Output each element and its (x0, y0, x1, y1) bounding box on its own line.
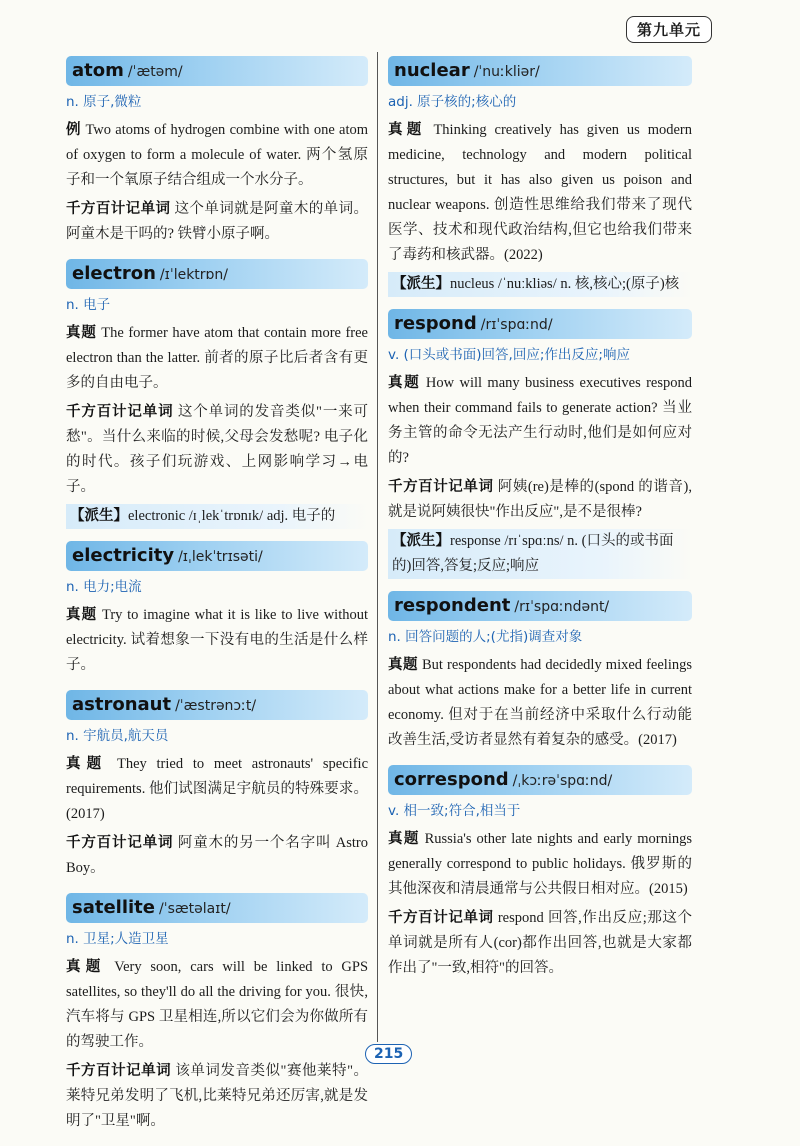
example-text: The former have atom that contain more free electron than the latter. 前者的原子比后者含有更多的自由电子。 (66, 325, 368, 391)
left-column (66, 56, 368, 1146)
entry-electricity (66, 541, 368, 678)
derive-label: 【派生】 (392, 533, 450, 549)
example-text: Russia's other late nights and early mornings generally correspond to public holidays. 俄罗斯的其他深夜和清晨通常与公共假日相对应。(2015) (388, 831, 693, 897)
example (388, 653, 692, 753)
derive-text: electronic /ɪˌlekˈtrɒnɪk/ adj. 电子的 (128, 508, 336, 524)
memo-label: 千方百计记单词 (388, 479, 494, 495)
memo-text: 这个单词的发音类似"一来可愁"。当什么来临的时候,父母会发愁呢? 电子化的时代。孩子们玩游戏、上网影响学习→电子。 (66, 404, 369, 495)
example-label: 真题 (388, 831, 420, 847)
derivation (66, 504, 368, 529)
word-header (388, 765, 692, 795)
memo (66, 1059, 368, 1134)
example (388, 118, 692, 268)
phonetic: /ˌkɔːrəˈspɑːnd/ (512, 773, 613, 789)
entry-respondent (388, 591, 692, 753)
example-text: Two atoms of hydrogen combine with one atom of oxygen to form a molecule of water. 两个氢原子和一个氧原子结合组成一个水分子。 (66, 122, 369, 188)
entry-electron (66, 259, 368, 529)
memo (388, 906, 692, 981)
headword: respondent (394, 595, 511, 616)
memo (388, 475, 692, 525)
example-label: 真题 (388, 375, 421, 391)
entry-nuclear (388, 56, 692, 297)
example-text: They tried to meet astronauts' specific requirements. 他们试图满足宇航员的特殊要求。(2017) (66, 756, 368, 822)
headword: respond (394, 313, 477, 334)
entry-atom (66, 56, 368, 247)
memo-label: 千方百计记单词 (66, 201, 171, 217)
headword: nuclear (394, 60, 470, 81)
memo (66, 400, 368, 500)
memo (66, 831, 368, 881)
derive-text: nucleus /ˈnuːkliəs/ n. 核,核心;(原子)核 (450, 276, 680, 292)
headword: correspond (394, 769, 509, 790)
example-label: 真题 (388, 657, 418, 673)
memo-text: 阿童木的另一个名字叫 Astro Boy。 (66, 835, 368, 876)
phonetic: /rɪˈspɑːndənt/ (514, 599, 610, 615)
unit-tab: 第九单元 (626, 16, 712, 43)
definition: n. 宇航员,航天员 (66, 728, 169, 744)
definition: n. 原子,微粒 (66, 94, 142, 110)
definition: v. (口头或书面)回答,回应;作出反应;响应 (388, 347, 630, 363)
phonetic: /ɪˌlekˈtrɪsəti/ (178, 549, 263, 565)
entry-satellite (66, 893, 368, 1134)
example (66, 955, 368, 1055)
memo-label: 千方百计记单词 (66, 835, 174, 851)
example-label: 真题 (388, 122, 426, 138)
derive-text: response /rɪˈspɑːns/ n. (口头的或书面的)回答,答复;反应;响应 (392, 533, 674, 574)
example-label: 真题 (66, 325, 97, 341)
headword: electricity (72, 545, 175, 566)
word-header (388, 56, 692, 86)
derivation (388, 529, 692, 579)
memo (66, 197, 368, 247)
definition: v. 相一致;符合,相当于 (388, 803, 521, 819)
derivation (388, 272, 692, 297)
definition: n. 回答问题的人;(尤指)调查对象 (388, 629, 583, 645)
entry-respond (388, 309, 692, 579)
example-text: Thinking creatively has given us modern medicine, technology and modern political structures, but it has also given us poison and nuclear weapons. 创造性思维给我们带来了现代医学、技术和现代政治结构,但它也给我们带来了毒药和核武器。(2022) (388, 122, 692, 263)
definition: n. 电子 (66, 297, 111, 313)
memo-label: 千方百计记单词 (388, 910, 494, 926)
example-label: 例 (66, 122, 82, 138)
word-header (388, 591, 692, 621)
headword: astronaut (72, 694, 172, 715)
definition: adj. 原子核的;核心的 (388, 94, 517, 110)
example (66, 321, 368, 396)
phonetic: /rɪˈspɑːnd/ (480, 317, 553, 333)
word-header (66, 893, 368, 923)
example (388, 371, 692, 471)
memo-label: 千方百计记单词 (66, 404, 174, 420)
headword: atom (72, 60, 124, 81)
memo-label: 千方百计记单词 (66, 1063, 172, 1079)
memo-text: 阿姨(re)是棒的(spond 的谐音),就是说阿姨很快"作出反应",是不是很棒? (388, 479, 692, 520)
example-text: How will many business executives respond when their command fails to generate action? 当业务主管的命令无法产生行动时,他们是如何应对的? (388, 375, 693, 466)
right-column (388, 56, 692, 993)
example (66, 118, 368, 193)
example-text: Very soon, cars will be linked to GPS satellites, so they'll do all the driving for you. 很快,汽车将与 GPS 卫星相连,所以它们会为你做所有的驾驶工作。 (66, 959, 369, 1050)
example (388, 827, 692, 902)
definition: n. 卫星;人造卫星 (66, 931, 169, 947)
example-text: Try to imagine what it is like to live without electricity. 试着想象一下没有电的生活是什么样子。 (66, 607, 369, 673)
word-header (66, 259, 368, 289)
entry-correspond (388, 765, 692, 981)
example-label: 真题 (66, 756, 108, 772)
phonetic: /ˈæstrənɔːt/ (175, 698, 257, 714)
example (66, 603, 368, 678)
phonetic: /ˈætəm/ (127, 64, 183, 80)
headword: satellite (72, 897, 155, 918)
word-header (388, 309, 692, 339)
phonetic: /ɪˈlektrɒn/ (159, 267, 229, 283)
derive-label: 【派生】 (70, 508, 128, 524)
page-number: 215 (365, 1044, 412, 1064)
word-header (66, 690, 368, 720)
column-divider (377, 52, 378, 1042)
memo-text: 该单词发音类似"赛他莱特"。莱特兄弟发明了飞机,比莱特兄弟还厉害,就是发明了"卫星"啊。 (66, 1063, 369, 1129)
example (66, 752, 368, 827)
example-label: 真题 (66, 607, 98, 623)
memo-text: respond 回答,作出反应;那这个单词就是所有人(cor)都作出回答,也就是大家都作出了"一致,相符"的回答。 (388, 910, 693, 976)
entry-astronaut (66, 690, 368, 881)
definition: n. 电力;电流 (66, 579, 142, 595)
example-text: But respondents had decidedly mixed feelings about what actions make for a better life in current economy. 但对于在当前经济中采取什么行动能改善生活,受访者显然有着复杂的感受。(2017) (388, 657, 693, 748)
derive-label: 【派生】 (392, 276, 450, 292)
phonetic: /ˈnuːkliər/ (473, 64, 540, 80)
example-label: 真题 (66, 959, 106, 975)
phonetic: /ˈsætəlaɪt/ (159, 901, 231, 917)
word-header (66, 541, 368, 571)
headword: electron (72, 263, 156, 284)
memo-text: 这个单词就是阿童木的单词。阿童木是干吗的? 铁臂小原子啊。 (66, 201, 369, 242)
word-header (66, 56, 368, 86)
